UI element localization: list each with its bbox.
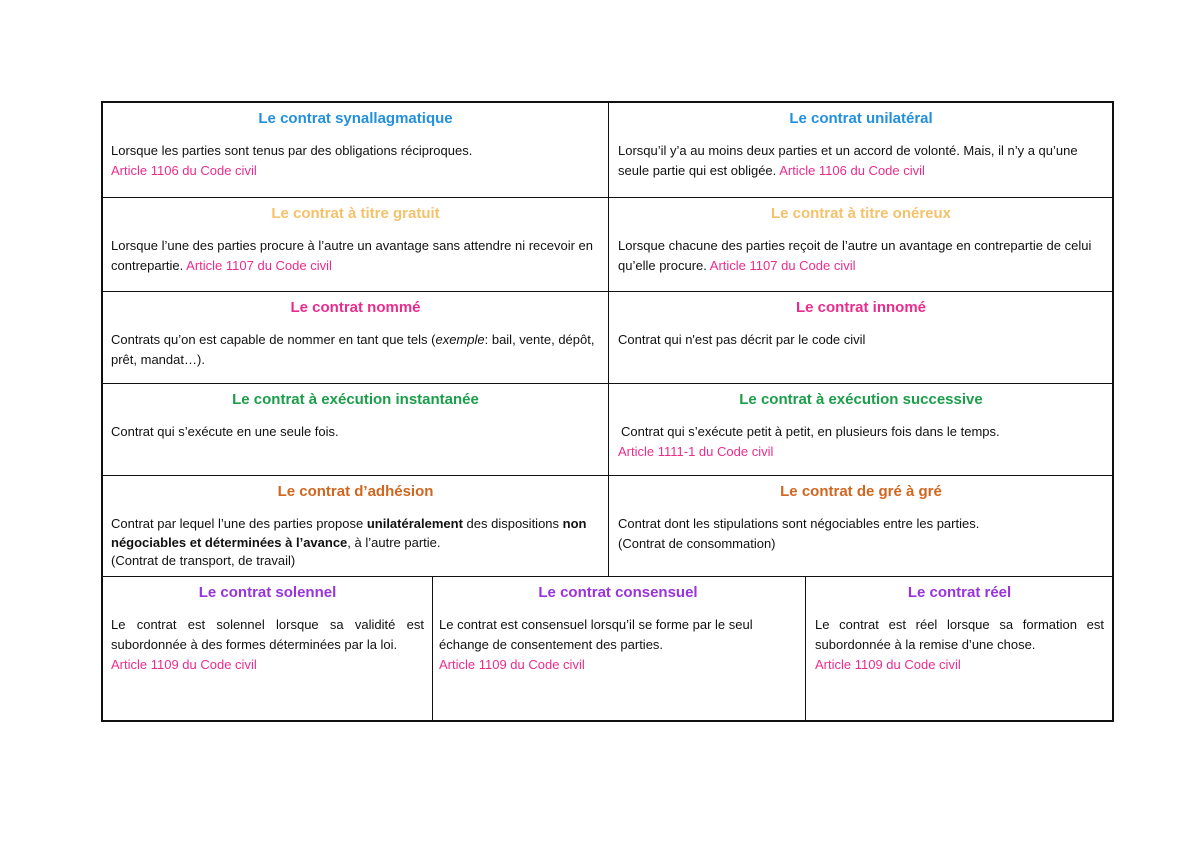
- cell-text: Contrat qui s’exécute en une seule fois.: [111, 424, 339, 439]
- column-divider: [608, 103, 609, 577]
- cell-text: Le contrat est réel lorsque sa formation est subordonnée à la remise d’une chose.: [815, 617, 1104, 652]
- cell-text: Lorsque les parties sont tenus par des obligations réciproques.: [111, 143, 473, 158]
- cell-text: Le contrat est consensuel lorsqu’il se forme par le seul échange de consentement des parties.: [439, 617, 753, 652]
- cell-title: Le contrat à titre onéreux: [770, 205, 952, 222]
- cell-adhesion: [103, 476, 608, 576]
- cell-text: Contrat qui s’exécute petit à petit, en plusieurs fois dans le temps.: [621, 424, 1000, 439]
- cell-title: Le contrat consensuel: [538, 584, 698, 601]
- cell-innome: [610, 292, 1112, 383]
- cell-title: Le contrat à titre gratuit: [271, 205, 440, 222]
- cell-note: (Contrat de transport, de travail): [111, 553, 296, 568]
- cell-title: Le contrat d’adhésion: [277, 483, 434, 500]
- cell-title: Le contrat à exécution instantanée: [232, 391, 479, 408]
- cell-titre-onereux: [610, 198, 1112, 291]
- cell-text: des dispositions: [462, 516, 563, 531]
- article-reference: Article 1107 du Code civil: [186, 258, 332, 273]
- cell-text: Lorsqu’il y’a au moins deux parties et un accord de volonté. Mais, il n’y a qu’une seule partie qui est obligée.: [618, 143, 1078, 178]
- cell-title: Le contrat de gré à gré: [780, 483, 942, 500]
- column-divider: [432, 576, 433, 720]
- cell-title: Le contrat synallagmatique: [258, 110, 453, 127]
- cell-text: Contrat dont les stipulations sont négociables entre les parties.: [618, 516, 980, 531]
- cell-unilateral: [610, 103, 1112, 197]
- cell-text-bold: non négociables et déterminées à l’avance: [111, 516, 587, 550]
- cell-title: Le contrat à exécution successive: [739, 391, 983, 408]
- cell-synallagmatique: [103, 103, 608, 197]
- cell-text: Lorsque l’une des parties procure à l’autre un avantage sans attendre ni recevoir en contrepartie.: [111, 238, 594, 273]
- cell-text: Le contrat est solennel lorsque sa validité est subordonnée à des formes déterminées par la loi.: [111, 617, 424, 652]
- cell-text: Lorsque chacune des parties reçoit de l’autre un avantage en contrepartie de celui qu’elle procure.: [618, 238, 1092, 273]
- cell-solennel: [103, 577, 432, 720]
- cell-title: Le contrat innomé: [795, 299, 926, 316]
- article-reference: Article 1106 du Code civil: [779, 163, 925, 178]
- cell-title: Le contrat réel: [907, 584, 1012, 601]
- contract-types-table: [101, 101, 1114, 722]
- article-reference: Article 1109 du Code civil: [111, 657, 257, 672]
- article-reference: Article 1109 du Code civil: [815, 657, 961, 672]
- cell-title: Le contrat unilatéral: [789, 110, 933, 127]
- cell-text-italic: exemple: [435, 332, 485, 347]
- cell-text-bold: unilatéralement: [366, 516, 463, 531]
- article-reference: Article 1111-1 du Code civil: [618, 444, 774, 459]
- cell-text: : bail, vente, dépôt, prêt, mandat…).: [111, 332, 595, 367]
- cell-text: Contrats qu’on est capable de nommer en tant que tels (: [111, 332, 436, 347]
- cell-title: Le contrat solennel: [198, 584, 337, 601]
- cell-execution-instantanee: [103, 384, 608, 475]
- cell-consensuel: [434, 577, 805, 720]
- cell-text: , à l’autre partie.: [347, 535, 441, 550]
- cell-nomme: [103, 292, 608, 383]
- cell-titre-gratuit: [103, 198, 608, 291]
- cell-text: Contrat par lequel l’une des parties propose: [111, 516, 367, 531]
- cell-gre-a-gre: [610, 476, 1112, 576]
- cell-note: (Contrat de consommation): [618, 536, 776, 551]
- cell-reel: [807, 577, 1112, 720]
- column-divider: [805, 576, 806, 720]
- cell-title: Le contrat nommé: [290, 299, 421, 316]
- article-reference: Article 1109 du Code civil: [439, 657, 585, 672]
- article-reference: Article 1106 du Code civil: [111, 163, 257, 178]
- cell-text: Contrat qui n'est pas décrit par le code civil: [618, 332, 866, 347]
- cell-execution-successive: [610, 384, 1112, 475]
- article-reference: Article 1107 du Code civil: [709, 258, 856, 273]
